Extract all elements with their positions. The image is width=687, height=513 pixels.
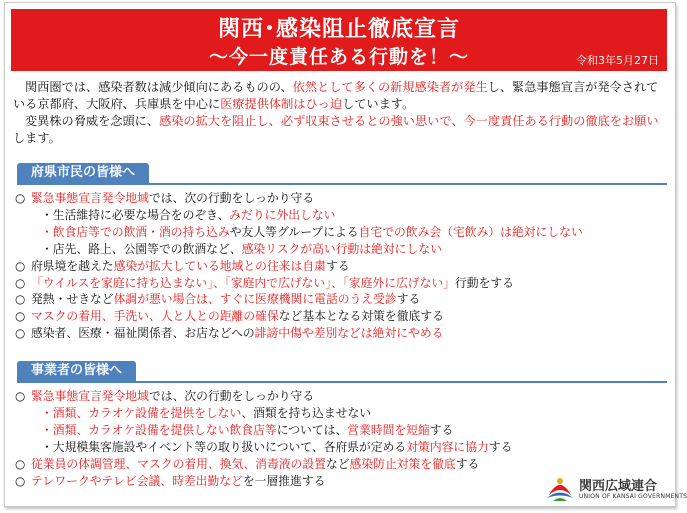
body-text: 、酒類を持ち込ませない xyxy=(241,405,372,420)
emphasis-text: みだりに外出しない xyxy=(229,207,336,222)
kansai-union-emblem-icon xyxy=(545,473,575,503)
body-text: では、次の行動をしっかり守る xyxy=(148,389,315,403)
list-subitem xyxy=(15,439,665,456)
body-text: する xyxy=(455,456,480,471)
emphasis-text: 緊急事態宣言発令地域 xyxy=(31,191,149,205)
list-subitem xyxy=(15,422,665,439)
body-text: など xyxy=(325,456,350,471)
emphasis-text: 感染が拡大している地域との往来は自粛 xyxy=(113,258,326,273)
list-subitem xyxy=(15,241,665,258)
emphasis-text: テレワークやテレビ会議、時差出勤など xyxy=(31,473,243,488)
citizen-actions-list xyxy=(15,190,665,342)
emphasis-text: 営業時間を短縮 xyxy=(347,422,430,437)
body-text: 関西圏では、感染者数は減少傾向にあるものの、 xyxy=(25,80,293,94)
body-text: し、緊急事態宣言が発令されている京都府、大阪府、兵庫県を中心に xyxy=(13,80,659,111)
circle-bullet-icon: ○ xyxy=(15,191,26,205)
body-text: する xyxy=(429,422,454,437)
page-title: 関西･感染阻止徹底宣言 xyxy=(217,17,460,42)
list-item xyxy=(15,190,665,207)
emphasis-text: マスクの着用、手洗い、人と人との距離の確保 xyxy=(31,309,279,324)
body-text: など基本となる対策を徹底する xyxy=(278,309,444,324)
section-divider xyxy=(17,183,667,185)
body-text: する xyxy=(396,292,421,307)
emphasis-text: 医療提供体制はひっ迫 xyxy=(220,97,343,111)
body-text: を一層推進する xyxy=(242,473,326,488)
date-label: 令和3年5月27日 xyxy=(576,54,659,67)
list-item xyxy=(15,325,665,342)
list-subitem xyxy=(15,405,665,422)
body-text: 行動をする xyxy=(454,275,514,290)
logo-name-ja: 関西広域連合 xyxy=(579,479,658,494)
list-item xyxy=(15,388,665,405)
emphasis-text: 誹謗中傷や差別などは絶対にやめる xyxy=(254,326,444,341)
slide xyxy=(4,2,687,507)
body-text: しています。 xyxy=(342,97,415,111)
body-text: 感染者、医療・福祉関係者、お店などへの xyxy=(31,326,255,341)
emphasis-text: 感染リスクが高い行動は絶対にしない xyxy=(241,241,442,256)
body-text: する xyxy=(488,439,513,454)
circle-bullet-icon: ○ xyxy=(15,275,26,290)
circle-bullet-icon: ○ xyxy=(15,309,26,324)
body-text: 府県境を越えた xyxy=(31,258,114,273)
header-banner xyxy=(11,9,667,71)
logo-name-en: UNION OF KANSAI GOVERNMENTS xyxy=(579,493,687,500)
body-text: ・大規模集客施設やイベント等の取り扱いについて、各府県が定める xyxy=(41,439,407,454)
body-text: 変異株の脅威を念頭に、 xyxy=(25,114,160,128)
body-text: や友人等グループによる xyxy=(229,224,359,239)
list-subitem xyxy=(15,224,665,241)
body-text: します。 xyxy=(13,131,61,145)
body-text: ・生活維持に必要な場合をのぞき、 xyxy=(41,207,230,222)
body-text: する xyxy=(325,258,350,273)
body-text: ・店先、路上、公園等での飲酒など、 xyxy=(41,241,242,256)
emphasis-text: 「ウイルスを家庭に持ち込まない」、「家庭内で広げない」、「家庭外に広げない」 xyxy=(31,275,455,290)
emphasis-text: 自宅での飲み会（宅飲み）は絶対にしない xyxy=(358,224,583,239)
body-text: については、 xyxy=(276,422,348,437)
circle-bullet-icon: ○ xyxy=(15,456,26,471)
circle-bullet-icon: ○ xyxy=(15,292,26,307)
emphasis-text: 体調が悪い場合は、すぐに医療機関に電話のうえ受診 xyxy=(113,292,397,307)
list-item xyxy=(15,275,665,292)
emphasis-text: 感染防止対策を徹底 xyxy=(349,456,456,471)
circle-bullet-icon: ○ xyxy=(15,258,26,273)
emphasis-text: 緊急事態宣言発令地域 xyxy=(31,389,149,403)
section-header-businesses: 事業者の皆様へ xyxy=(17,361,136,381)
emphasis-text: ・酒類、カラオケ設備を提供しない飲食店等 xyxy=(41,422,277,437)
intro-text xyxy=(13,79,667,147)
body-text: 発熱・せきなど xyxy=(31,292,114,307)
emphasis-text: ・飲食店等での飲酒・酒の持ち込み xyxy=(41,224,230,239)
intro-paragraph-2 xyxy=(13,113,667,147)
section-header-citizens: 府県市民の皆様へ xyxy=(17,163,149,183)
emphasis-text: 従業員の体調管理、マスクの着用、換気、消毒液の設置 xyxy=(31,456,326,471)
list-item xyxy=(15,291,665,308)
list-subitem xyxy=(15,207,665,224)
circle-bullet-icon: ○ xyxy=(15,473,26,488)
emphasis-text: 依然として多くの新規感染者が発生 xyxy=(292,80,488,94)
list-item xyxy=(15,456,665,473)
circle-bullet-icon: ○ xyxy=(15,326,26,341)
page-subtitle: ～今一度責任ある行動を！～ xyxy=(208,46,469,68)
emphasis-text: 感染の拡大を阻止し、必ず収束させるとの強い思いで、今一度責任ある行動の徹底をお願い xyxy=(159,114,659,128)
section-divider xyxy=(17,381,667,383)
body-text: では、次の行動をしっかり守る xyxy=(148,191,315,205)
emphasis-text: ・酒類、カラオケ設備を提供をしない xyxy=(41,405,242,420)
list-item xyxy=(15,308,665,325)
emphasis-text: 対策内容に協力 xyxy=(406,439,489,454)
intro-paragraph-1 xyxy=(13,79,667,113)
circle-bullet-icon: ○ xyxy=(15,389,26,403)
list-item xyxy=(15,258,665,275)
kansai-union-logo xyxy=(545,473,687,503)
